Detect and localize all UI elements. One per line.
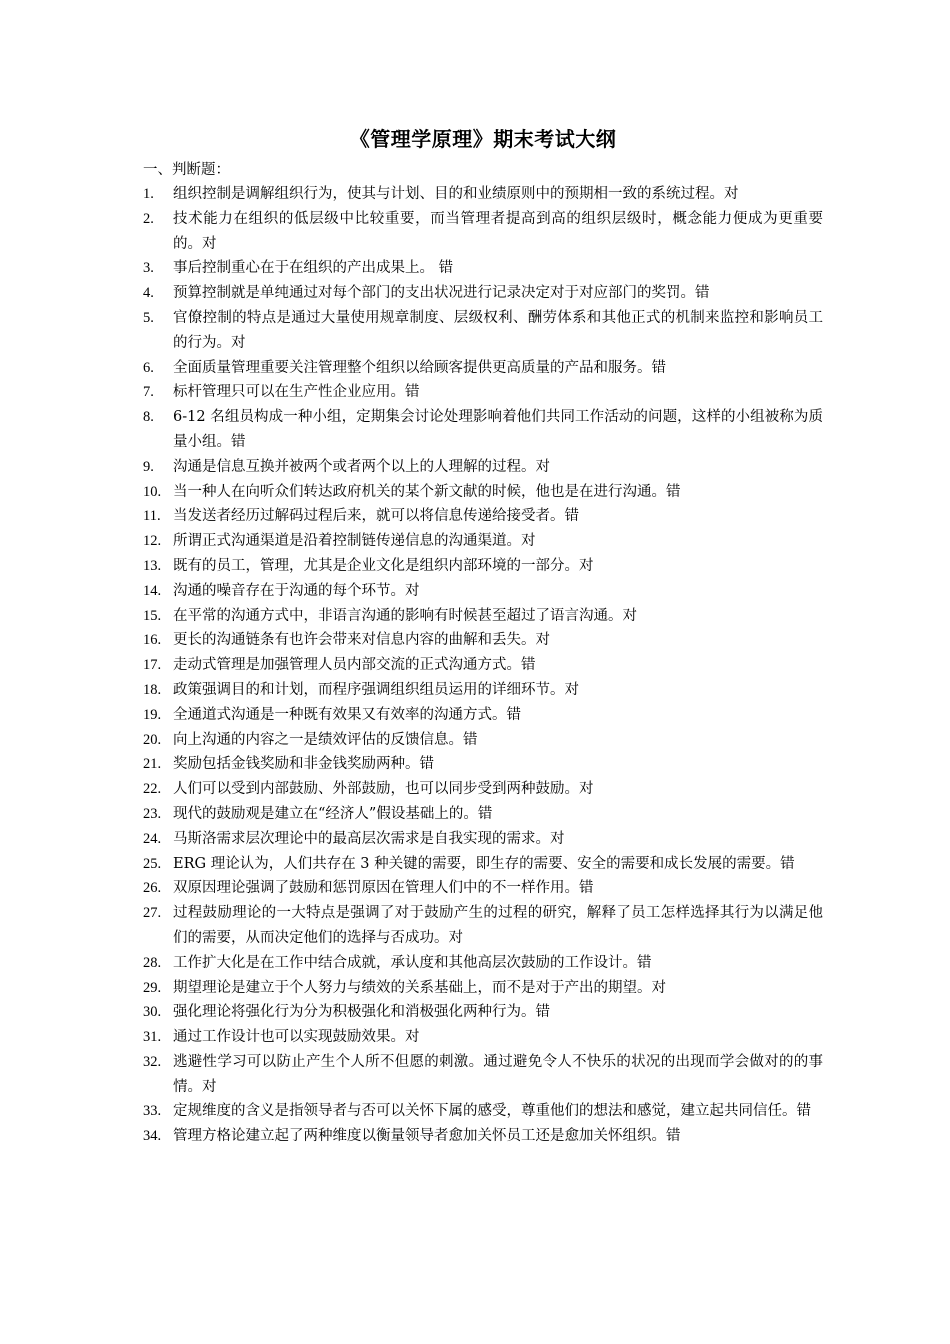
item-text: 人们可以受到内部鼓励、外部鼓励，也可以同步受到两种鼓励。对 (173, 781, 594, 798)
list-item (143, 554, 823, 579)
list-item (143, 653, 823, 678)
list-item (143, 951, 823, 976)
item-text: 组织控制是调解组织行为，使其与计划、目的和业绩原则中的预期相一致的系统过程。对 (173, 186, 739, 202)
item-text: 沟通的噪音存在于沟通的每个环节。对 (173, 582, 420, 599)
list-item (143, 529, 823, 554)
item-number: 26. (143, 880, 162, 897)
item-text: 当发送者经历过解码过程后来，就可以将信息传递给接受者。错 (173, 508, 579, 525)
list-item (143, 1050, 823, 1100)
list-item (143, 380, 823, 405)
item-number: 32. (143, 1053, 162, 1070)
list-item (143, 852, 823, 877)
item-text: 既有的员工，管理，尤其是企业文化是组织内部环境的一部分。对 (173, 557, 594, 574)
list-item (143, 480, 823, 505)
item-text: 官僚控制的特点是通过大量使用规章制度、层级权利、酬劳体系和其他正式的机制来监控和影响员工的行为。对 (173, 309, 823, 351)
item-number: 20. (143, 731, 162, 748)
item-number: 12. (143, 533, 162, 550)
item-number: 5. (143, 309, 154, 326)
document-title: 《管理学原理》期末考试大纲 (349, 127, 617, 151)
item-text: 通过工作设计也可以实现鼓励效果。对 (173, 1029, 420, 1046)
item-number: 24. (143, 830, 162, 847)
item-number: 11. (143, 508, 161, 525)
item-text: 所谓正式沟通渠道是沿着控制链传递信息的沟通渠道。对 (173, 533, 536, 550)
item-number: 10. (143, 483, 162, 500)
item-text: 标杆管理只可以在生产性企业应用。错 (173, 384, 420, 401)
item-text: 预算控制就是单纯通过对每个部门的支出状况进行记录决定对于对应部门的奖罚。错 (173, 285, 710, 302)
item-number: 14. (143, 582, 162, 599)
item-number: 30. (143, 1004, 162, 1021)
item-text: ERG 理论认为，人们共存在 3 种关键的需要，即生存的需要、安全的需要和成长发展的需要。错 (173, 855, 795, 872)
question-list (143, 182, 823, 1149)
list-item (143, 455, 823, 480)
item-text: 期望理论是建立于个人努力与绩效的关系基础上，而不是对于产出的期望。对 (173, 979, 666, 996)
item-number: 19. (143, 706, 162, 723)
item-text: 走动式管理是加强管理人员内部交流的正式沟通方式。错 (173, 657, 536, 674)
list-item (143, 356, 823, 381)
item-text: 强化理论将强化行为分为积极强化和消极强化两种行为。错 (173, 1004, 550, 1021)
list-item (143, 1000, 823, 1025)
list-item (143, 405, 823, 455)
item-text: 技术能力在组织的低层级中比较重要，而当管理者提高到高的组织层级时，概念能力便成为更重要的。对 (173, 210, 823, 252)
list-item (143, 1025, 823, 1050)
item-number: 22. (143, 781, 162, 798)
item-text: 事后控制重心在于在组织的产出成果上。 错 (173, 260, 454, 277)
item-number: 1. (143, 186, 154, 202)
list-item (143, 1099, 823, 1124)
item-number: 9. (143, 458, 154, 475)
list-item (143, 752, 823, 777)
list-item (143, 256, 823, 281)
item-text: 政策强调目的和计划，而程序强调组织组员运用的详细环节。对 (173, 681, 579, 698)
item-number: 13. (143, 557, 162, 574)
item-text: 管理方格论建立起了两种维度以衡量领导者愈加关怀员工还是愈加关怀组织。错 (173, 1128, 681, 1145)
item-text: 过程鼓励理论的一大特点是强调了对于鼓励产生的过程的研究，解释了员工怎样选择其行为以满足他们的需要，从而决定他们的选择与否成功。对 (173, 905, 823, 946)
item-text: 全通道式沟通是一种既有效果又有效率的沟通方式。错 (173, 706, 521, 723)
list-item (143, 182, 823, 207)
list-item (143, 827, 823, 852)
list-item (143, 1124, 823, 1149)
list-item (143, 728, 823, 753)
item-number: 15. (143, 607, 162, 624)
list-item (143, 876, 823, 901)
list-item (143, 281, 823, 306)
item-number: 4. (143, 285, 154, 302)
item-number: 17. (143, 657, 162, 674)
list-item (143, 976, 823, 1001)
item-number: 29. (143, 979, 162, 996)
item-text: 当一种人在向听众们转达政府机关的某个新文献的时候，他也是在进行沟通。错 (173, 483, 681, 500)
item-text: 定规维度的含义是指领导者与否可以关怀下属的感受，尊重他们的想法和感觉，建立起共同信任。错 (173, 1103, 811, 1120)
list-item (143, 604, 823, 629)
item-text: 全面质量管理重要关注管理整个组织以给顾客提供更高质量的产品和服务。错 (173, 359, 666, 376)
item-text: 奖励包括金钱奖励和非金钱奖励两种。错 (173, 756, 434, 773)
item-text: 现代的鼓励观是建立在“经济人”假设基础上的。错 (173, 805, 493, 822)
list-item (143, 802, 823, 827)
list-item (143, 777, 823, 802)
item-text: 马斯洛需求层次理论中的最高层次需求是自我实现的需求。对 (173, 830, 565, 847)
item-number: 27. (143, 905, 162, 922)
item-text: 在平常的沟通方式中，非语言沟通的影响有时候甚至超过了语言沟通。对 (173, 607, 637, 624)
item-number: 25. (143, 855, 162, 872)
item-text: 双原因理论强调了鼓励和惩罚原因在管理人们中的不一样作用。错 (173, 880, 594, 897)
item-number: 7. (143, 384, 154, 401)
item-number: 23. (143, 805, 162, 822)
list-item (143, 901, 823, 951)
document-page (143, 120, 823, 1149)
list-item (143, 504, 823, 529)
item-text: 逃避性学习可以防止产生个人所不但愿的刺激。通过避免令人不快乐的状况的出现而学会做对的的事情。对 (173, 1053, 823, 1095)
list-item (143, 207, 823, 257)
item-number: 34. (143, 1128, 162, 1145)
item-number: 2. (143, 210, 154, 227)
item-text: 向上沟通的内容之一是绩效评估的反馈信息。错 (173, 731, 478, 748)
item-number: 31. (143, 1029, 162, 1046)
item-number: 3. (143, 260, 154, 277)
list-item (143, 579, 823, 604)
item-text: 更长的沟通链条有也许会带来对信息内容的曲解和丢失。对 (173, 632, 550, 649)
item-number: 6. (143, 359, 154, 376)
item-number: 33. (143, 1103, 162, 1120)
item-number: 28. (143, 954, 162, 971)
item-text: 沟通是信息互换并被两个或者两个以上的人理解的过程。对 (173, 458, 550, 475)
item-number: 21. (143, 756, 162, 773)
item-text: 6-12 名组员构成一种小组，定期集会讨论处理影响着他们共同工作活动的问题，这样的小组被称为质量小组。错 (173, 409, 823, 450)
item-number: 18. (143, 681, 162, 698)
list-item (143, 678, 823, 703)
list-item (143, 628, 823, 653)
item-number: 16. (143, 632, 162, 649)
list-item (143, 703, 823, 728)
item-number: 8. (143, 409, 154, 426)
list-item (143, 306, 823, 356)
section-heading: 一、判断题： (143, 162, 230, 178)
item-text: 工作扩大化是在工作中结合成就，承认度和其他高层次鼓励的工作设计。错 (173, 954, 652, 971)
